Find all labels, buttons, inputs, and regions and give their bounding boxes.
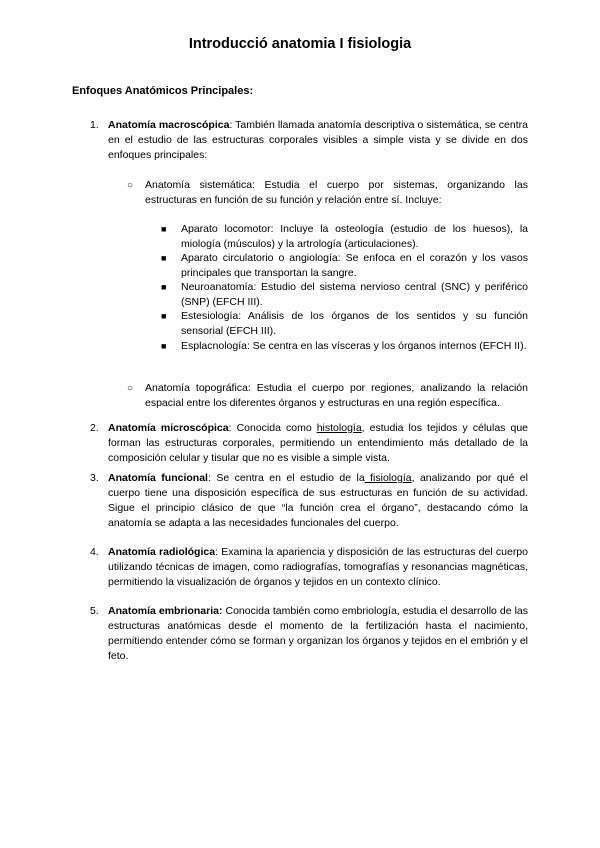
list-item-anatomia-macroscopica (90, 118, 528, 163)
list-item-anatomia-radiologica (90, 545, 528, 590)
bullet-text: Esplacnología: Se centra en las vísceras y los órganos internos (EFCH II). (181, 340, 527, 352)
list-number: 1. (90, 119, 99, 131)
item-text: Conocida también como embriología, estudia el desarrollo de las estructuras anatómicas desde el momento de la fertilización hasta el nacimiento, permitiendo entender cómo se forman y organizan los órganos y tejidos en el embrión y el feto. (108, 605, 529, 662)
bullet-esplacnologia (161, 339, 528, 354)
square-bullet-icon: ■ (161, 282, 167, 292)
term-label: Anatomía microscópica (108, 422, 229, 434)
list-item-anatomia-embrionaria (90, 604, 529, 664)
item-text-pre: : Conocida como (228, 422, 317, 434)
square-bullet-icon: ■ (161, 253, 167, 263)
list-item-anatomia-microscopica (90, 421, 528, 466)
item-text: : Examina la apariencia y disposición de las estructuras del cuerpo utilizando técnicas de imagen, como radiografías, tomografías y resonancias magnéticas, permitiendo la visualización de órganos y tejidos en un contexto clínico. (108, 546, 528, 588)
bullet-neuroanatomia (161, 280, 528, 310)
bullet-aparato-circulatorio (161, 251, 528, 281)
list-number: 5. (90, 605, 99, 617)
bullet-estesiologia (161, 309, 528, 339)
bullet-text: Aparato locomotor: Incluye la osteología (estudio de los huesos), la miología (músculos) y la artrología (articulaciones). (181, 223, 528, 250)
item-text: : También llamada anatomía descriptiva o sistemática, se centra en el estudio de las estructuras corporales visibles a simple vista y se divide en dos enfoques principales: (108, 119, 528, 161)
document-title: Introducció anatomia I fisiologia (188, 36, 412, 52)
list-number: 4. (90, 546, 99, 558)
subitem-anatomia-topografica (127, 381, 528, 411)
list-number: 3. (90, 472, 99, 484)
list-number: 2. (90, 422, 99, 434)
square-bullet-icon: ■ (161, 311, 167, 321)
term-label: Anatomía radiológica (108, 546, 216, 558)
square-bullet-icon: ■ (161, 341, 167, 351)
item-text-pre: : Se centra en el estudio de la (207, 472, 365, 484)
item-text-post: , estudia los tejidos y células que forman las estructuras corporales, permitiendo un entendimiento más detallado de la composición celular y tisular que no es visible a simple vista. (108, 422, 528, 464)
term-label: Anatomía embrionaria: (108, 605, 223, 617)
histologia-link[interactable]: histología (316, 422, 362, 434)
square-bullet-icon: ■ (161, 224, 167, 234)
list-item-anatomia-funcional (90, 471, 528, 531)
bullet-aparato-locomotor (161, 222, 528, 252)
subitem-text: Anatomía topográfica: Estudia el cuerpo por regiones, analizando la relación espacial entre los diferentes órganos y estructuras en una región específica. (145, 382, 528, 409)
section-heading: Enfoques Anatómicos Principales: (72, 85, 254, 97)
bullet-text: Aparato circulatorio o angiología: Se enfoca en el corazón y los vasos principales que transportan la sangre. (181, 252, 528, 279)
subitem-anatomia-sistematica (127, 178, 528, 208)
term-label: Anatomía macroscópica (108, 119, 230, 131)
subitem-text: Anatomía sistemática: Estudia el cuerpo por sistemas, organizando las estructuras en función de su función y relación entre sí. Incluye: (145, 179, 528, 206)
circle-bullet-icon: ○ (127, 383, 134, 394)
bullet-text: Neuroanatomía: Estudio del sistema nervioso central (SNC) y periférico (SNP) (EFCH III). (181, 281, 528, 308)
term-label: Anatomía funcional (108, 472, 208, 484)
bullet-text: Estesiología: Análisis de los órganos de los sentidos y su función sensorial (EFCH III). (181, 310, 528, 337)
circle-bullet-icon: ○ (127, 180, 134, 191)
item-text-post: , analizando por qué el cuerpo tiene una disposición específica de sus estructuras en función de su actividad. Sigue el principio clásico de que “la función crea el órgano”, destacando cómo la anatomía se adapta a las necesidades funcionales del cuerpo. (108, 472, 528, 529)
fisiologia-link[interactable]: fisiología (364, 472, 412, 484)
